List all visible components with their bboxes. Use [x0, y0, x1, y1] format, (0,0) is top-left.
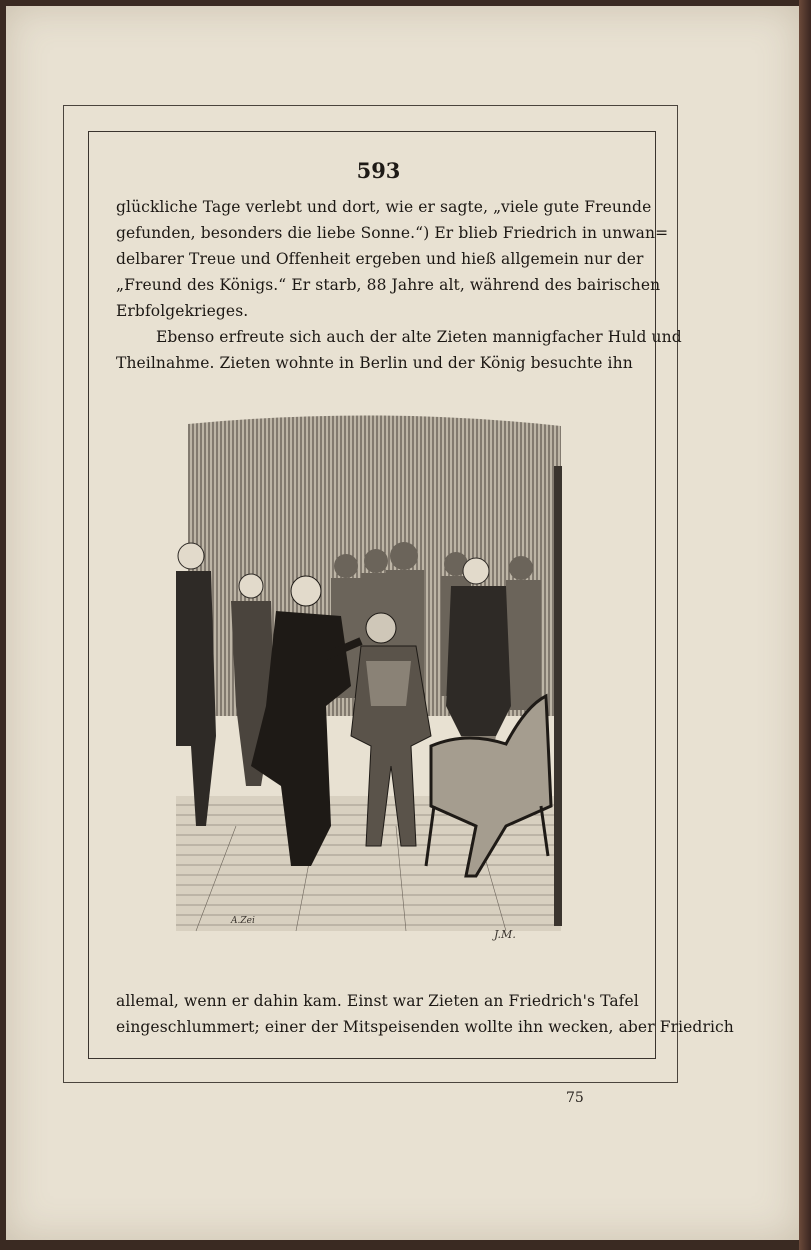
text-line: glückliche Tage verlebt und dort, wie er sagte, „viele gute Freunde [116, 198, 652, 216]
footer-signature: 75 [566, 1090, 584, 1106]
text-line: delbarer Treue und Offenheit ergeben und hieß allgemein nur der [116, 250, 644, 268]
page-number: 593 [356, 158, 401, 183]
text-line: eingeschlummert; einer der Mitspeisenden wollte ihn wecken, aber Friedrich [116, 1018, 734, 1036]
text-line: allemal, wenn er dahin kam. Einst war Zieten an Friedrich's Tafel [116, 992, 639, 1010]
book-spine [799, 0, 811, 1250]
svg-text:A.Zei: A.Zei [231, 916, 255, 926]
text-line: Ebenso erfreute sich auch der alte Zieten mannigfacher Huld und [156, 328, 682, 346]
book-page [6, 6, 799, 1240]
text-line: gefunden, besonders die liebe Sonne.“) Er blieb Friedrich in unwan= [116, 224, 669, 242]
text-line: Theilnahme. Zieten wohnte in Berlin und der König besuchte ihn [116, 354, 633, 372]
text-line: Erbfolgekrieges. [116, 302, 249, 320]
svg-text:J.M.: J.M. [494, 928, 516, 941]
engraving-illustration [176, 406, 576, 941]
text-line: „Freund des Königs.“ Er starb, 88 Jahre alt, während des bairischen [116, 276, 661, 294]
